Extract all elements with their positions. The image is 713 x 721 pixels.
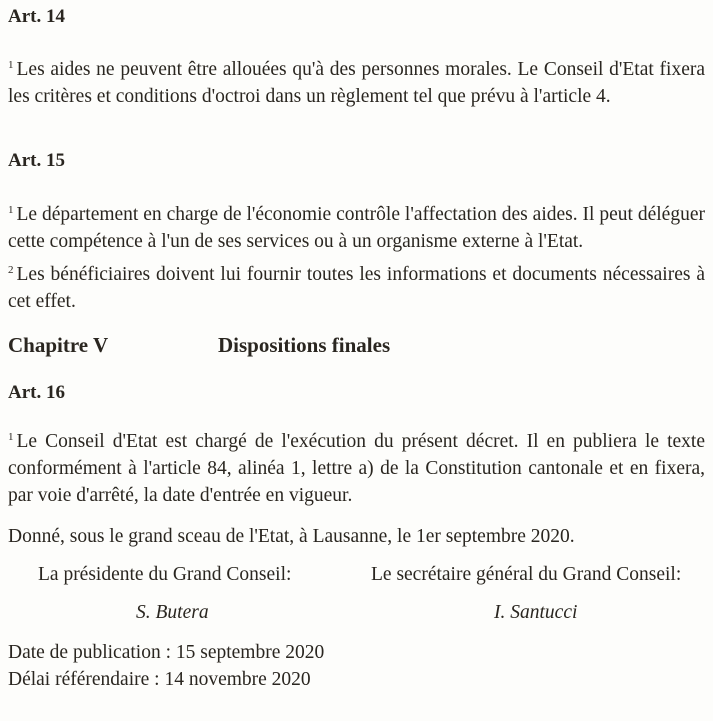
article-16-paragraph-1 [8, 424, 705, 509]
chapter-label: Chapitre V [8, 333, 109, 357]
signature-name-president: S. Butera [136, 602, 209, 623]
publication-date: Date de publication : 15 septembre 2020 [8, 642, 325, 663]
given-statement: Donné, sous le grand sceau de l'Etat, à Lausanne, le 1er septembre 2020. [8, 526, 575, 547]
paragraph-number: 1 [8, 59, 14, 71]
paragraph-number: 1 [8, 204, 14, 216]
paragraph-text: Le Conseil d'Etat est chargé de l'exécution du présent décret. Il en publiera le texte conformément à l'article 84, alinéa 1, lettre a) de la Constitution cantonale et en fixera, par voie d'arrêté, la date d'entrée en vigueur. [8, 431, 705, 506]
paragraph-number: 2 [8, 264, 14, 276]
signature-role-secretary: Le secrétaire général du Grand Conseil: [371, 564, 682, 585]
signature-role-president: La présidente du Grand Conseil: [38, 564, 292, 585]
paragraph-text: Les bénéficiaires doivent lui fournir toutes les informations et documents nécessaires à cet effet. [8, 264, 705, 312]
article-15-paragraph-1 [8, 197, 705, 255]
article-15-paragraph-2 [8, 257, 705, 315]
referendum-deadline: Délai référendaire : 14 novembre 2020 [8, 669, 311, 690]
paragraph-number: 1 [8, 431, 14, 443]
article-15-heading: Art. 15 [8, 150, 65, 171]
article-16-heading: Art. 16 [8, 382, 65, 403]
signature-name-secretary: I. Santucci [494, 602, 578, 623]
paragraph-text: Les aides ne peuvent être allouées qu'à des personnes morales. Le Conseil d'Etat fixera les critères et conditions d'octroi dans un règlement tel que prévu à l'article 4. [8, 59, 705, 107]
paragraph-text: Le département en charge de l'économie contrôle l'affectation des aides. Il peut déléguer cette compétence à l'un de ses services ou à un organisme externe à l'Etat. [8, 204, 705, 252]
chapter-title: Dispositions finales [218, 333, 391, 357]
article-14-heading: Art. 14 [8, 6, 65, 27]
chapter-heading [8, 333, 705, 358]
article-14-paragraph-1 [8, 52, 705, 110]
